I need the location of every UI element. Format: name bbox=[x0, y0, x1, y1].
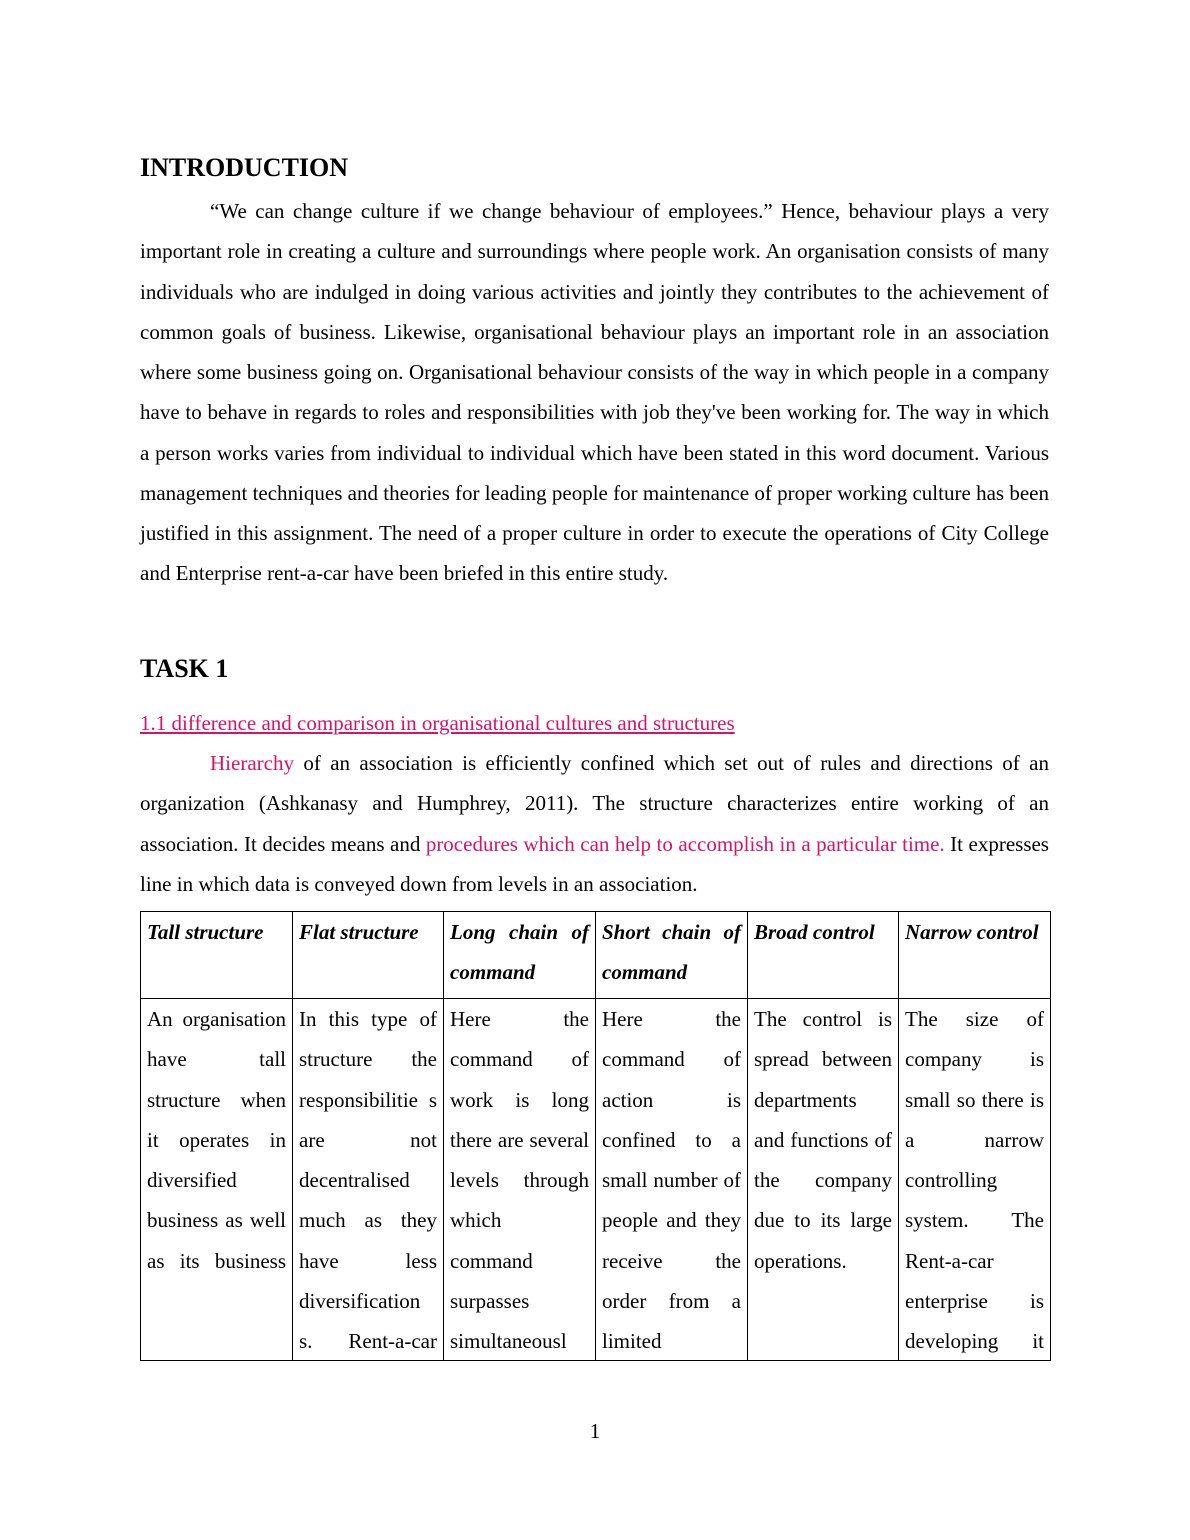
header-tall-structure: Tall structure bbox=[141, 912, 293, 999]
cell-text: Here the command of work is long there are several levels through which command surpasses simultaneousl bbox=[450, 1007, 589, 1353]
cell-text: The control is spread between departments and functions of the company due to its large operations. bbox=[754, 1007, 892, 1273]
header-flat-structure: Flat structure bbox=[293, 912, 444, 999]
table-row bbox=[141, 999, 1051, 1361]
cell-broad-control bbox=[748, 999, 899, 1361]
cell-text: The size of company is small so there is a narrow controlling system. The Rent-a-car enterprise is developing it bbox=[905, 1007, 1044, 1353]
cell-tall-structure bbox=[141, 999, 293, 1361]
procedures-highlight: procedures which can help to accomplish in a particular time. bbox=[425, 831, 945, 856]
header-long-chain: Long chain of command bbox=[444, 912, 596, 999]
cell-text: In this type of structure the responsibilitie s are not decentralised much as they have less diversification s. Rent-a-car bbox=[299, 1007, 437, 1353]
page-number: 1 bbox=[589, 1419, 601, 1443]
introduction-paragraph: “We can change culture if we change behaviour of employees.” Hence, behaviour plays a very important role in creating a culture and surroundings where people work. An organisation consists of many individuals who are indulged in doing various activities and jointly they contributes to the achievement of common goals of business. Likewise, organisational behaviour plays an important role in an association where some business going on. Organisational behaviour consists of the way in which people in a company have to behave in regards to roles and responsibilities with job they've been working for. The way in which a person works varies from individual to individual which have been stated in this word document. Various management techniques and theories for leading people for maintenance of proper working culture has been justified in this assignment. The need of a proper culture in order to execute the operations of City College and Enterprise rent-a-car have been briefed in this entire study. bbox=[140, 199, 1049, 586]
cell-text: An organisation have tall structure when it operates in diversified business as well as its business bbox=[147, 1007, 286, 1273]
section-subheading: 1.1 difference and comparison in organisational cultures and structures bbox=[140, 711, 735, 735]
structure-comparison-table bbox=[140, 911, 1051, 1361]
header-broad-control: Broad control bbox=[748, 912, 899, 999]
introduction-heading: INTRODUCTION bbox=[140, 153, 349, 182]
hierarchy-paragraph bbox=[140, 743, 1049, 904]
hierarchy-text-end: It expresses line in which data is conveyed down from levels in an association. bbox=[140, 831, 1049, 896]
task-heading: TASK 1 bbox=[140, 654, 229, 683]
cell-short-chain bbox=[596, 999, 748, 1361]
header-narrow-control: Narrow control bbox=[899, 912, 1051, 999]
cell-text: Here the command of action is confined to a small number of people and they receive the order from a limited bbox=[602, 1007, 741, 1353]
hierarchy-highlight: Hierarchy bbox=[210, 751, 294, 775]
cell-long-chain bbox=[444, 999, 596, 1361]
cell-narrow-control bbox=[899, 999, 1051, 1361]
hierarchy-text: of an association is efficiently confined which set out of rules and directions of an organization (Ashkanasy and Humphrey, 2011). The structure characterizes entire working of an association. It decides means and bbox=[140, 751, 1049, 856]
cell-flat-structure bbox=[293, 999, 444, 1361]
header-short-chain: Short chain of command bbox=[596, 912, 748, 999]
table-header-row bbox=[141, 912, 1051, 999]
